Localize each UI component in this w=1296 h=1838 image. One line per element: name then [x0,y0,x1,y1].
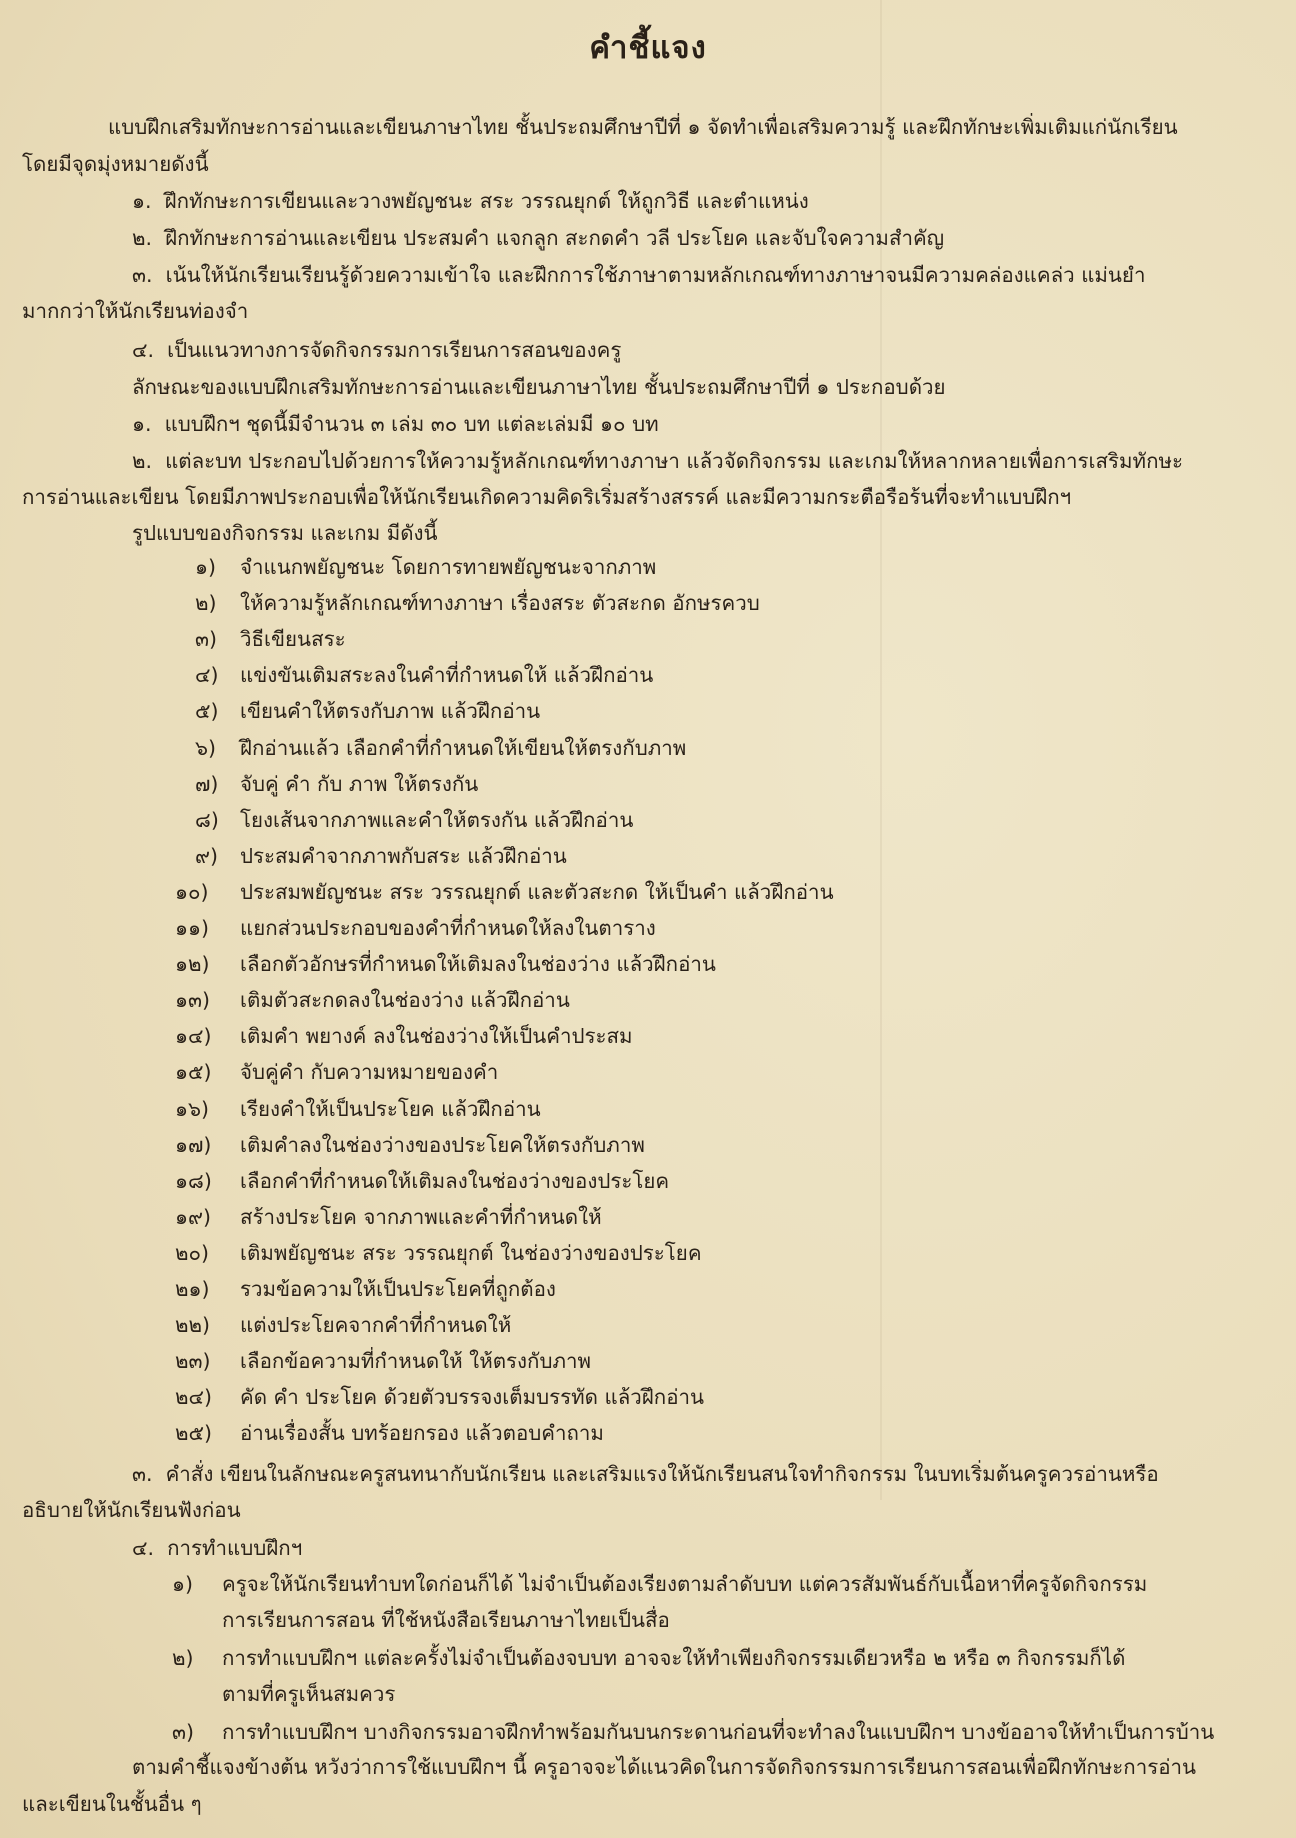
objective-text: เป็นแนวทางการจัดกิจกรรมการเรียนการสอนของครู [167,338,622,362]
objective-number: ๒. [132,226,153,250]
activity-text: แต่งประโยคจากคำที่กำหนดให้ [240,1313,512,1338]
feature-number: ๒. [132,449,153,473]
usage-item-1-text: ครูจะให้นักเรียนทำบทใดก่อนก็ได้ ไม่จำเป็นต้องเรียงตามลำดับบท แต่ควรสัมพันธ์กับเนื้อหาที่ครูจัดกิจกรรม [222,1572,1148,1596]
activity-number: ๑๔) [175,1024,212,1049]
activity-number: ๒๕) [175,1421,213,1446]
objective-number: ๔. [132,338,155,362]
usage-item-number: ๒) [172,1646,194,1670]
activity-text: ให้ความรู้หลักเกณฑ์ทางภาษา เรื่องสระ ตัวสะกด อักษรควบ [240,591,760,616]
activity-text: คัด คำ ประโยค ด้วยตัวบรรจงเต็มบรรทัด แล้วฝึกอ่าน [240,1385,705,1410]
activity-text: ประสมคำจากภาพกับสระ แล้วฝึกอ่าน [240,843,567,868]
activity-text: โยงเส้นจากภาพและคำให้ตรงกัน แล้วฝึกอ่าน [240,807,634,832]
instruction-text: คำสั่ง เขียนในลักษณะครูสนทนากับนักเรียน และเสริมแรงให้นักเรียนสนใจทำกิจกรรม ในบทเริ่มต้นครูควรอ่านหรือ [165,1462,1159,1486]
activity-number: ๑๓) [175,988,211,1013]
usage-item-1 [172,1570,193,1598]
intro-line-1: แบบฝึกเสริมทักษะการอ่านและเขียนภาษาไทย ชั้นประถมศึกษาปีที่ ๑ จัดทำเพื่อเสริมความรู้ และฝึกทักษะเพิ่มเติมแก่นักเรียน [108,115,1178,139]
usage-item-1-continued: การเรียนการสอน ที่ใช้หนังสือเรียนภาษาไทยเป็นสื่อ [222,1608,670,1632]
activity-number: ๕) [195,699,219,724]
page-title: คำชี้แจง [589,30,707,66]
closing-line-2: และเขียนในชั้นอื่น ๆ [22,1792,202,1816]
activity-number: ๑) [195,555,217,579]
activity-text: เลือกคำที่กำหนดให้เติมลงในช่องว่างของประโยค [240,1168,670,1193]
activity-text: เขียนคำให้ตรงกับภาพ แล้วฝึกอ่าน [240,699,541,724]
activity-text: แข่งขันเติมสระลงในคำที่กำหนดให้ แล้วฝึกอ่าน [240,663,654,688]
activity-number: ๑๑) [175,916,210,940]
activity-text: อ่านเรื่องสั้น บทร้อยกรอง แล้วตอบคำถาม [240,1421,604,1446]
activity-number: ๖) [195,735,217,760]
feature-text: แบบฝึกฯ ชุดนี้มีจำนวน ๓ เล่ม ๓๐ บท แต่ละเล่มมี ๑๐ บท [164,412,659,436]
objective-3-continued: มากกว่าให้นักเรียนท่องจำ [22,299,249,323]
activity-number: ๒๐) [175,1240,210,1265]
activity-number: ๒๔) [175,1385,213,1410]
activity-number: ๒๑) [175,1277,210,1301]
usage-item-3 [172,1718,194,1746]
activity-text: จำแนกพยัญชนะ โดยการทายพยัญชนะจากภาพ [240,555,657,579]
feature-1 [132,410,659,438]
activities-heading: รูปแบบของกิจกรรม และเกม มีดังนี้ [132,521,438,545]
feature-2-continued: การอ่านและเขียน โดยมีภาพประกอบเพื่อให้นักเรียนเกิดความคิดริเริ่มสร้างสรรค์ และมีความกระตือรือร้นที่จะทำแบบฝึกฯ [22,485,1072,509]
activity-text: เรียงคำให้เป็นประโยค แล้วฝึกอ่าน [240,1096,541,1121]
usage-item-2 [172,1644,194,1672]
activity-number: ๑๖) [175,1096,210,1121]
objective-4 [132,336,621,364]
activity-text: เติมคำลงในช่องว่างของประโยคให้ตรงกับภาพ [240,1132,645,1157]
activity-number: ๑๒) [175,952,210,977]
instruction [132,1460,1159,1488]
objective-text: ฝึกทักษะการเขียนและวางพยัญชนะ สระ วรรณยุกต์ ให้ถูกวิธี และตำแหน่ง [164,189,809,213]
activity-number: ๙) [195,843,219,868]
activity-text: ฝึกอ่านแล้ว เลือกคำที่กำหนดให้เขียนให้ตรงกับภาพ [240,735,687,760]
objective-3 [132,261,1145,289]
feature-number: ๑. [132,412,152,436]
features-intro: ลักษณะของแบบฝึกเสริมทักษะการอ่านและเขียนภาษาไทย ชั้นประถมศึกษาปีที่ ๑ ประกอบด้วย [132,375,946,399]
objective-text: เน้นให้นักเรียนเรียนรู้ด้วยความเข้าใจ และฝึกการใช้ภาษาตามหลักเกณฑ์ทางภาษาจนมีความคล่องแคล่ว แม่นยำ [165,263,1146,287]
activity-number: ๑๕) [175,1060,212,1085]
activity-text: วิธีเขียนสระ [240,627,346,652]
usage-item-number: ๑) [172,1572,194,1596]
activity-text: แยกส่วนประกอบของคำที่กำหนดให้ลงในตาราง [240,916,656,940]
activity-number: ๘) [195,807,219,832]
activity-text: เลือกตัวอักษรที่กำหนดให้เติมลงในช่องว่าง แล้วฝึกอ่าน [240,952,716,977]
activity-text: เติมคำ พยางค์ ลงในช่องว่างให้เป็นคำประสม [240,1024,633,1049]
activity-text: สร้างประโยค จากภาพและคำที่กำหนดให้ [240,1204,602,1229]
activity-number: ๑๗) [175,1132,212,1157]
usage-item-2-continued: ตามที่ครูเห็นสมควร [222,1682,396,1706]
closing-line-1: ตามคำชี้แจงข้างต้น หวังว่าการใช้แบบฝึกฯ นี้ ครูอาจจะได้แนวคิดในการจัดกิจกรรมการเรียนการสอนเพื่อฝึกทักษะการอ่าน [132,1755,1197,1779]
activity-text: จับคู่คำ กับความหมายของคำ [240,1060,499,1085]
usage-heading-text: การทำแบบฝึกฯ [167,1536,303,1560]
activity-text: ประสมพยัญชนะ สระ วรรณยุกต์ และตัวสะกด ให้เป็นคำ แล้วฝึกอ่าน [240,879,834,904]
activity-number: ๒๒) [175,1313,211,1338]
usage-item-3-text: การทำแบบฝึกฯ บางกิจกรรมอาจฝึกทำพร้อมกันบนกระดานก่อนที่จะทำลงในแบบฝึกฯ บางข้ออาจให้ทำเป็นการบ้าน [222,1720,1215,1744]
usage-number: ๔. [132,1536,155,1560]
objective-number: ๓. [132,263,153,287]
objective-number: ๑. [132,189,152,213]
activity-text: รวมข้อความให้เป็นประโยคที่ถูกต้อง [240,1277,556,1301]
instruction-number: ๓. [132,1462,153,1486]
instruction-continued: อธิบายให้นักเรียนฟังก่อน [22,1498,241,1522]
activity-text: จับคู่ คำ กับ ภาพ ให้ตรงกัน [240,771,479,796]
activity-text: เลือกข้อความที่กำหนดให้ ให้ตรงกับภาพ [240,1349,592,1374]
activity-text: เติมพยัญชนะ สระ วรรณยุกต์ ในช่องว่างของประโยค [240,1240,702,1265]
intro-line-2: โดยมีจุดมุ่งหมายดังนี้ [22,152,209,176]
usage-item-number: ๓) [172,1720,195,1744]
activity-number: ๓) [195,627,218,652]
activity-number: ๗) [195,771,219,796]
objective-2 [132,224,944,252]
activity-number: ๑๘) [175,1168,212,1193]
activity-number: ๒๓) [175,1349,211,1374]
usage-heading [132,1534,302,1562]
activity-number: ๔) [195,663,219,688]
activity-number: ๑๙) [175,1204,212,1229]
activity-number: ๒) [195,591,217,616]
feature-2 [132,447,1183,475]
objective-1 [132,187,809,215]
activity-number: ๑๐) [175,879,209,904]
usage-item-2-text: การทำแบบฝึกฯ แต่ละครั้งไม่จำเป็นต้องจบบท อาจจะให้ทำเพียงกิจกรรมเดียวหรือ ๒ หรือ ๓ กิจกรรมก็ได้ [222,1646,1126,1670]
feature-text: แต่ละบท ประกอบไปด้วยการให้ความรู้หลักเกณฑ์ทางภาษา แล้วจัดกิจกรรม และเกมให้หลากหลายเพื่อการเสริมทักษะ [165,449,1184,473]
activity-text: เติมตัวสะกดลงในช่องว่าง แล้วฝึกอ่าน [240,988,570,1013]
objective-text: ฝึกทักษะการอ่านและเขียน ประสมคำ แจกลูก สะกดคำ วลี ประโยค และจับใจความสำคัญ [165,226,945,250]
